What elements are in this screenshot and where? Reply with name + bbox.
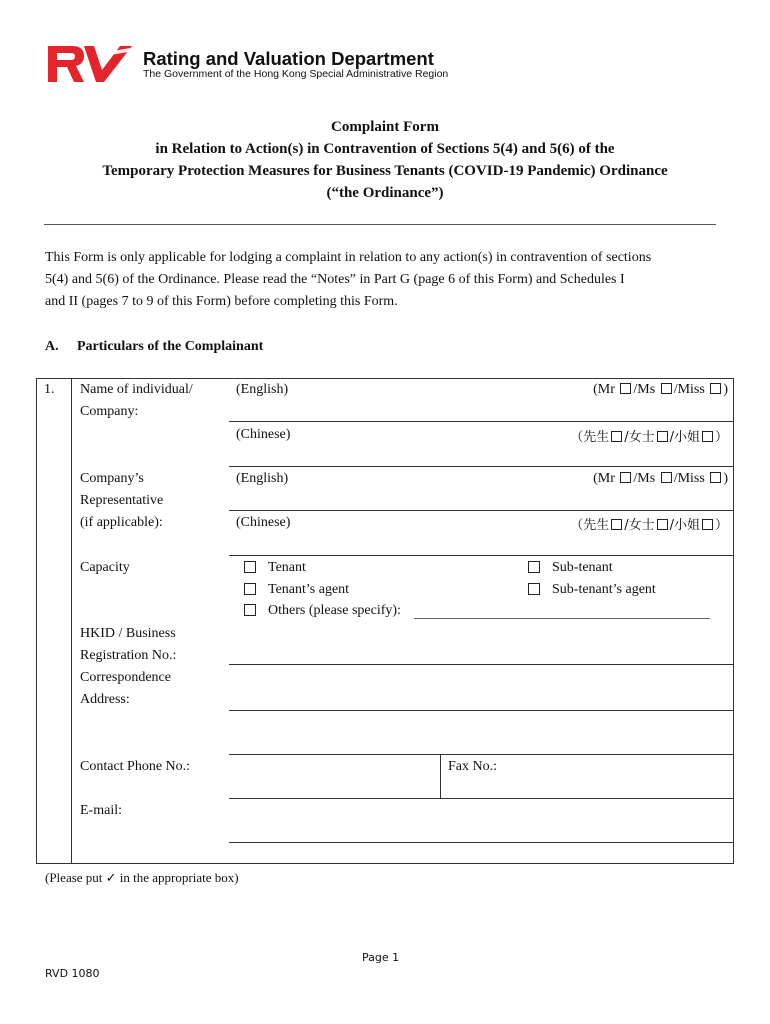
- rep-label-line-1: Company’s: [80, 471, 144, 486]
- title-close: ): [723, 382, 728, 397]
- form-code: RVD 1080: [45, 967, 100, 980]
- name-chinese-label: (Chinese): [236, 427, 291, 442]
- intro-line-2: 5(4) and 5(6) of the Ordinance. Please read the “Notes” in Part G (page 6 of this Form) and Schedules I: [45, 272, 625, 287]
- section-a-title: Particulars of the Complainant: [77, 339, 264, 354]
- rep-chinese-label: (Chinese): [236, 515, 291, 530]
- email-label: E-mail:: [80, 803, 122, 818]
- name-chinese-title-selector: [480, 426, 728, 445]
- rep-english-title-selector: [480, 471, 728, 487]
- hkid-field-line[interactable]: [229, 664, 734, 665]
- sub-tenants-agent-checkbox[interactable]: [528, 583, 540, 595]
- rep-title-zh-close: ）: [714, 518, 728, 533]
- form-title: Complaint Form: [331, 119, 439, 135]
- title-zh-open: （先生: [570, 430, 610, 445]
- title-open: (Mr: [593, 382, 615, 397]
- tenants-agent-option-label: Tenant’s agent: [268, 582, 350, 597]
- tenant-option-label: Tenant: [268, 560, 306, 575]
- tenant-checkbox[interactable]: [244, 561, 256, 573]
- address-label-line-1: Correspondence: [80, 670, 171, 685]
- intro-line-1: This Form is only applicable for lodging a complaint in relation to any action(s) in contravention of sections: [45, 250, 652, 265]
- sub-tenant-checkbox[interactable]: [528, 561, 540, 573]
- row-number: 1.: [44, 382, 55, 397]
- sub-tenants-agent-option-label: Sub-tenant’s agent: [552, 582, 656, 597]
- rep-title-zh-miss: /小姐: [669, 518, 700, 533]
- section-a-letter: A.: [45, 339, 59, 354]
- rep-english-label: (English): [236, 471, 289, 486]
- fax-label: Fax No.:: [448, 759, 497, 774]
- phone-fax-field-line[interactable]: [229, 798, 734, 799]
- department-name: Rating and Valuation Department: [143, 48, 434, 69]
- name-chinese-field-line[interactable]: [229, 466, 734, 467]
- sub-tenant-option-label: Sub-tenant: [552, 560, 613, 575]
- rep-english-field-line[interactable]: [229, 510, 734, 511]
- rep-title-open: (Mr: [593, 471, 615, 486]
- phone-label: Contact Phone No.:: [80, 759, 191, 774]
- address-field-line-2[interactable]: [229, 754, 734, 755]
- rep-title-close: ): [723, 471, 728, 486]
- others-option-label: Others (please specify):: [268, 603, 401, 618]
- others-checkbox[interactable]: [244, 604, 256, 616]
- capacity-label: Capacity: [80, 560, 130, 575]
- rep-title-ms: /Ms: [633, 471, 656, 486]
- number-column-divider: [71, 378, 72, 864]
- others-specify-line[interactable]: [414, 618, 710, 619]
- address-label-line-2: Address:: [80, 692, 130, 707]
- name-label-line-1: Name of individual/: [80, 382, 193, 397]
- mr-checkbox[interactable]: [620, 383, 631, 394]
- rep-ms-checkbox[interactable]: [661, 472, 672, 483]
- phone-fax-divider: [440, 754, 441, 798]
- name-english-field-line[interactable]: [229, 421, 734, 422]
- page-number: Page 1: [362, 951, 400, 964]
- email-field-line[interactable]: [229, 842, 734, 843]
- rep-nushi-checkbox[interactable]: [657, 519, 668, 530]
- rep-label-line-3: (if applicable):: [80, 515, 163, 530]
- rep-chinese-field-line[interactable]: [229, 555, 734, 556]
- name-english-label: (English): [236, 382, 289, 397]
- rep-miss-checkbox[interactable]: [710, 472, 721, 483]
- miss-checkbox[interactable]: [710, 383, 721, 394]
- title-miss: /Miss: [673, 382, 705, 397]
- hkid-label-line-1: HKID / Business: [80, 626, 176, 641]
- name-label-line-2: Company:: [80, 404, 139, 419]
- section-a-heading: [45, 339, 263, 355]
- rep-title-zh-open: （先生: [570, 518, 610, 533]
- rvd-logo: [46, 44, 134, 84]
- form-subtitle-line-3: (“the Ordinance”): [326, 185, 444, 201]
- xiaojie-checkbox[interactable]: [702, 431, 713, 442]
- complainant-form-table: [36, 378, 734, 864]
- rep-title-zh-ms: /女士: [624, 518, 655, 533]
- form-subtitle-line-1: in Relation to Action(s) in Contravention of Sections 5(4) and 5(6) of the: [155, 141, 615, 157]
- title-zh-close: ）: [714, 430, 728, 445]
- government-name: The Government of the Hong Kong Special Administrative Region: [143, 68, 449, 80]
- title-divider: [44, 224, 716, 225]
- title-zh-miss: /小姐: [669, 430, 700, 445]
- rep-title-miss: /Miss: [673, 471, 705, 486]
- rep-xiaojie-checkbox[interactable]: [702, 519, 713, 530]
- title-ms: /Ms: [633, 382, 656, 397]
- address-field-line-1[interactable]: [229, 710, 734, 711]
- name-english-title-selector: [480, 382, 728, 398]
- nushi-checkbox[interactable]: [657, 431, 668, 442]
- title-zh-ms: /女士: [624, 430, 655, 445]
- tenants-agent-checkbox[interactable]: [244, 583, 256, 595]
- rep-mr-checkbox[interactable]: [620, 472, 631, 483]
- xiansheng-checkbox[interactable]: [611, 431, 622, 442]
- rep-chinese-title-selector: [480, 514, 728, 533]
- ms-checkbox[interactable]: [661, 383, 672, 394]
- intro-line-3: and II (pages 7 to 9 of this Form) before completing this Form.: [45, 294, 398, 309]
- rep-label-line-2: Representative: [80, 493, 164, 508]
- hkid-label-line-2: Registration No.:: [80, 648, 177, 663]
- form-subtitle-line-2: Temporary Protection Measures for Business Tenants (COVID-19 Pandemic) Ordinance: [102, 163, 668, 179]
- checkbox-instruction: (Please put ✓ in the appropriate box): [45, 870, 239, 885]
- rep-xiansheng-checkbox[interactable]: [611, 519, 622, 530]
